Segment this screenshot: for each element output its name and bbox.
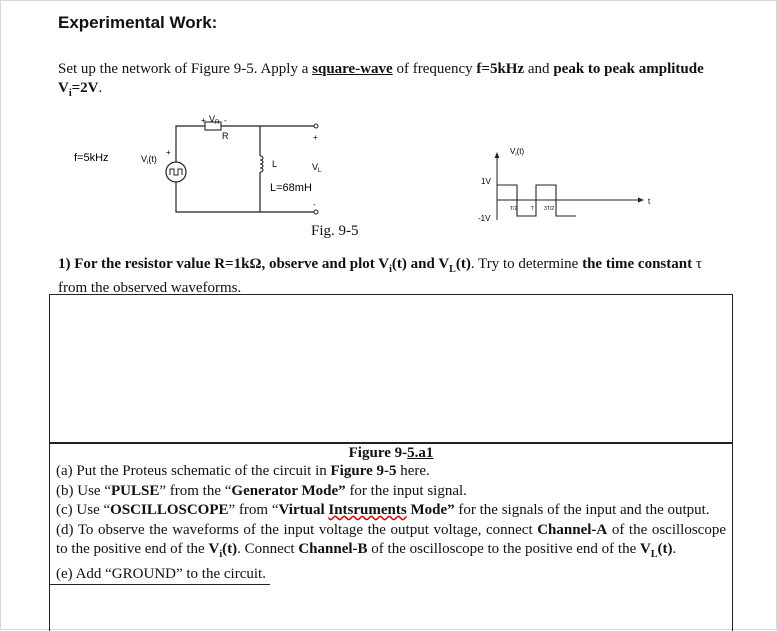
question-text: . Try to determine — [470, 256, 583, 272]
question-text: τ from the observed waveforms. — [58, 256, 702, 296]
vl-symbol: V — [639, 541, 651, 557]
vr-label: $V_R$ — [209, 114, 220, 126]
figure-name: Figure 9-5 — [330, 463, 397, 479]
vi-value: =2V — [71, 80, 99, 96]
square-wave-term: square-wave — [312, 61, 393, 77]
negative-level-label: -1V — [478, 214, 491, 223]
vi-time: (t) — [391, 256, 407, 272]
instructions-title — [50, 444, 732, 462]
vi-subscript: i — [219, 549, 223, 560]
answer-box[interactable] — [49, 294, 733, 444]
intro-text: of frequency — [392, 61, 477, 77]
instruction-text: (d) To observe the waveforms of the input voltage the output voltage, connect — [56, 521, 538, 538]
output-terminal-bottom — [314, 210, 318, 214]
tick-three-half-period: 3T/2 — [544, 206, 555, 212]
vl-plus: + — [313, 133, 318, 142]
vl-subscript: L — [650, 549, 658, 560]
question-paragraph — [58, 255, 708, 298]
resistor-label: R — [222, 131, 229, 141]
figure-9-5 — [60, 112, 680, 240]
wire-left-top — [176, 126, 205, 162]
intro-text: Set up the network of Figure 9-5. Apply a — [58, 61, 313, 77]
instructions-box — [49, 442, 733, 631]
figure-reference: 5.a1 — [407, 445, 434, 461]
instruction-b — [50, 482, 732, 502]
instruction-text: of the oscilloscope to the positive end of the — [367, 541, 640, 557]
instruction-text: here. — [396, 463, 430, 479]
tick-half-period: T/2 — [510, 206, 518, 212]
virtual-term: Virtual — [278, 502, 329, 518]
inductance-value: L=68mH — [270, 182, 312, 194]
output-terminal-top — [314, 124, 318, 128]
instruction-text: ” from “ — [228, 502, 279, 518]
source-label: $V_i(t)$ — [141, 154, 157, 166]
vi-subscript: i — [389, 264, 392, 275]
vi-symbol: V — [378, 256, 390, 272]
vr-plus: + — [201, 116, 206, 125]
time-constant-term: time constant — [605, 256, 693, 272]
oscilloscope-term: OSCILLOSCOPE — [110, 502, 229, 518]
peak-amplitude-term: peak to peak amplitude — [553, 61, 704, 77]
generator-mode-term: Generator Mode” — [231, 482, 346, 499]
inductor-label: L — [272, 159, 278, 169]
intro-text: and — [524, 61, 554, 77]
vl-symbol: V — [438, 256, 450, 272]
instruction-text: (c) Use “ — [56, 502, 111, 518]
vi-subscript: i — [68, 88, 72, 99]
vl-time: (t) — [657, 541, 673, 557]
frequency-value: f=5kHz — [476, 61, 525, 77]
waveform-graph — [478, 147, 651, 223]
question-text: the — [582, 256, 603, 272]
t-axis-arrow — [638, 198, 644, 203]
source-plus: + — [166, 148, 171, 157]
vl-minus: - — [313, 200, 316, 209]
source-symbol — [166, 162, 186, 182]
channel-b-term: Channel-B — [298, 541, 368, 557]
instruction-e: (e) Add “GROUND” to the circuit. — [50, 565, 270, 586]
circuit-wires — [176, 126, 314, 212]
instruction-text: of the oscilloscope to the positive end of the — [56, 521, 726, 557]
frequency-label: f=5kHz — [74, 152, 109, 164]
channel-a-term: Channel-A — [537, 521, 608, 538]
vi-time: (t) — [222, 541, 238, 557]
intro-paragraph — [58, 60, 708, 103]
figure-caption: Fig. 9-5 — [311, 223, 359, 239]
vl-time: (t) — [455, 256, 471, 272]
positive-level-label: 1V — [481, 177, 491, 186]
y-axis-arrow — [495, 152, 500, 158]
graph-y-label: $V_i(t)$ — [510, 147, 525, 158]
time-axis-label: t — [648, 197, 651, 206]
instruments-term: Intsruments — [328, 502, 407, 518]
instruction-text: (b) Use “ — [56, 482, 111, 499]
section-heading: Experimental Work: — [58, 13, 218, 32]
question-text: 1) For the resistor value R=1kΩ, observe and plot — [58, 256, 379, 272]
mode-term: Mode” — [406, 502, 455, 518]
vi-symbol: V — [58, 80, 69, 96]
question-text: and — [406, 256, 439, 272]
instruction-c — [50, 501, 732, 521]
vl-label: $V_L$ — [312, 162, 322, 174]
instruction-text: . Connect — [237, 541, 299, 557]
pulse-term: PULSE — [110, 482, 160, 499]
vi-symbol: V — [208, 541, 220, 557]
vl-subscript: L — [449, 264, 456, 275]
instruction-a — [50, 462, 732, 482]
vr-minus: - — [224, 116, 227, 125]
inductor-symbol — [260, 156, 263, 172]
instruction-text: for the input signal. — [345, 482, 467, 499]
instruction-text: . — [672, 541, 677, 557]
instruction-text: ” from the “ — [159, 482, 232, 499]
instruction-text: (a) Put the Proteus schematic of the circuit in — [56, 463, 331, 479]
intro-text: . — [98, 80, 103, 96]
tick-period: T — [531, 206, 535, 212]
instruction-d — [50, 521, 732, 565]
title-text: Figure 9- — [348, 445, 408, 461]
instruction-text: for the signals of the input and the output. — [454, 502, 710, 518]
